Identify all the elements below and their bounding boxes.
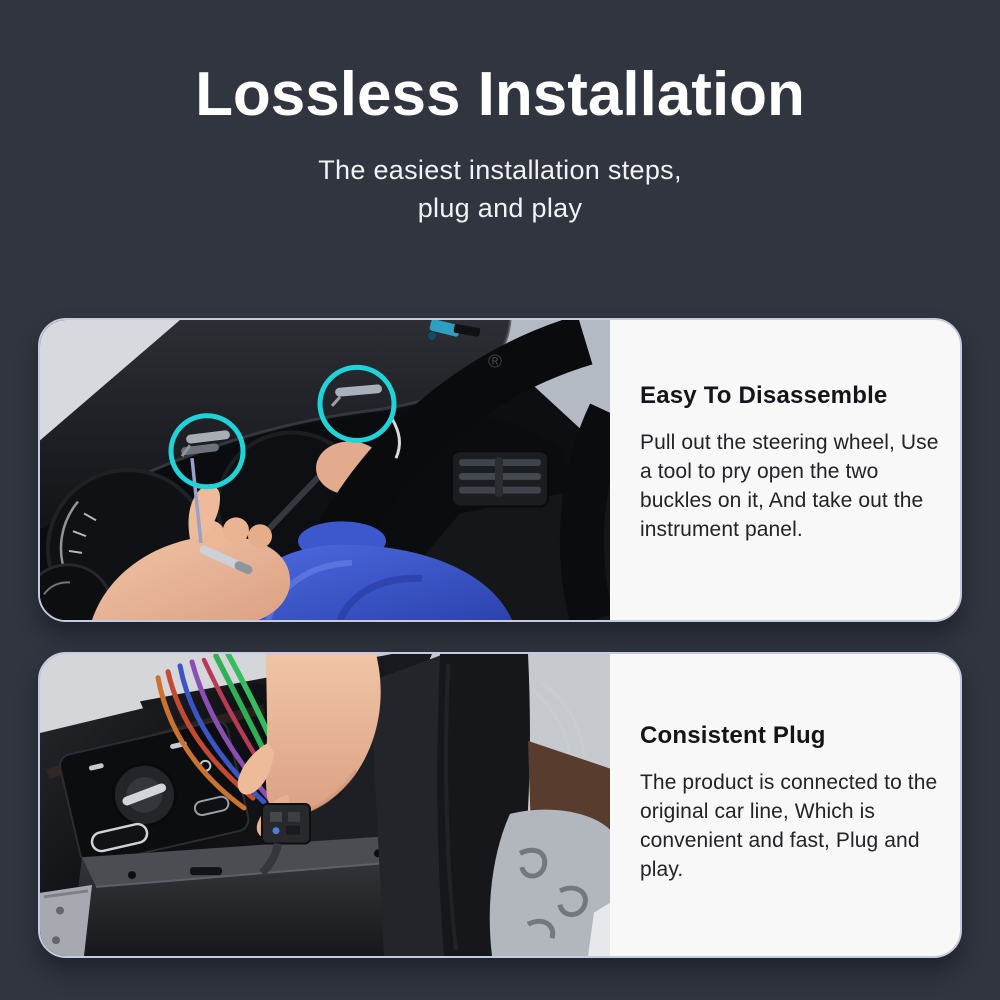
section-heading-disassemble: Easy To Disassemble xyxy=(640,382,888,409)
patterned-cloth xyxy=(490,810,610,956)
photo-disassemble xyxy=(40,320,610,620)
panel-disassemble xyxy=(610,320,960,620)
registered-mark: ® xyxy=(488,350,502,372)
photo-plug xyxy=(40,654,610,956)
section-body-plug: The product is connected to the original car line, Which is convenient and fast, Plug and play. xyxy=(640,771,938,881)
step-card-disassemble xyxy=(38,318,962,622)
section-body-disassemble: Pull out the steering wheel, Use a tool to pry open the two buckles on it, And take out the instrument panel. xyxy=(640,431,939,541)
page-subtitle xyxy=(0,151,1000,227)
section-heading-plug: Consistent Plug xyxy=(640,722,826,749)
panel-plug xyxy=(610,654,960,956)
subtitle-line-2: plug and play xyxy=(417,193,583,224)
wiring-scene xyxy=(40,654,610,956)
dashboard-scene xyxy=(40,320,610,620)
step-card-plug xyxy=(38,652,962,958)
subtitle-line-1: The easiest installation steps, xyxy=(318,155,682,186)
door-sill xyxy=(40,885,92,956)
page-title: Lossless Installation xyxy=(195,60,805,129)
air-vent xyxy=(452,451,548,506)
